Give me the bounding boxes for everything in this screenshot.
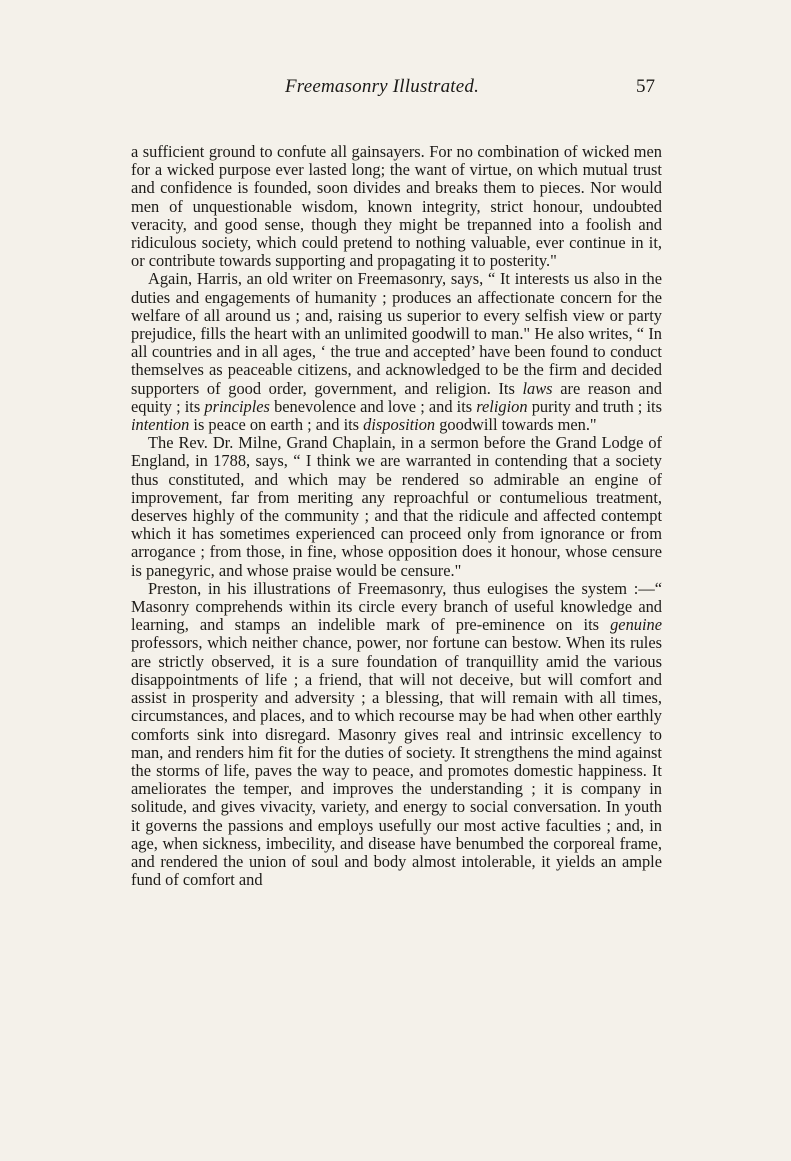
body-text (131, 143, 662, 889)
paragraph-2-text-a: Again, Harris, an old writer on Freemasonry, says, “ It interests us also in the duties and engagements of humanity ; produces an affectionate concern for the welfare of all around us ; and, raising us superior to every selfish view or party prejudice, fills the heart with an unlimited goodwill to man." He also writes, “ In all countries and in all ages, ‘ the true and accepted’ have been found to conduct themselves as peaceable citizens, and acknowledged to be the firm and decided supporters of good order, government, and religion. Its (131, 269, 662, 398)
paragraph-2-text-d: purity and truth ; its (531, 396, 662, 416)
paragraph-4 (131, 580, 662, 889)
paragraph-3: The Rev. Dr. Milne, Grand Chaplain, in a sermon before the Grand Lodge of England, in 1788, says, “ I think we are warranted in contending that a society thus constituted, and which may be rendered so admirable an engine of improvement, far from meriting any reproachful or contumelious treatment, deserves highly of the community ; and that the ridicule and affected contempt which it has sometimes experienced can proceed only from ignorance or from arrogance ; from those, in fine, whose opposition does it honour, whose censure is panegyric, and whose praise would be censure." (131, 433, 662, 580)
emphasis-principles: principles (204, 396, 270, 416)
paragraph-2-text-f: goodwill towards men." (439, 415, 597, 435)
emphasis-disposition: disposition (363, 415, 436, 435)
paragraph-2-text-c: benevolence and love ; and its (274, 396, 473, 416)
paragraph-2-text-e: is peace on earth ; and its (193, 415, 360, 435)
paragraph-4-text-a: Preston, in his illustrations of Freemasonry, thus eulogises the system :—“ Masonry comprehends within its circle every branch of useful knowledge and learning, and stamps an indelible mark of pre-eminence on its (131, 578, 662, 635)
running-title: Freemasonry Illustrated. (285, 76, 480, 97)
paragraph-2 (131, 270, 662, 434)
page-number: 57 (636, 76, 655, 97)
paragraph-4-text-b: professors, which neither chance, power, nor fortune can bestow. When its rules are strictly observed, it is a sure foundation of tranquillity amid the various disappointments of life ; a friend, that will not deceive, but will comfort and assist in prosperity and adversity ; a blessing, that will remain with all times, circumstances, and places, and to which recourse may be had when other earthly comforts sink into disregard. Masonry gives real and intrinsic excellency to man, and renders him fit for the duties of society. It strengthens the mind against the storms of life, paves the way to peace, and promotes domestic happiness. It ameliorates the temper, and improves the understanding ; it is company in solitude, and gives vivacity, variety, and energy to social conversation. In youth it governs the passions and employs usefully our most active faculties ; and, in age, when sickness, imbecility, and disease have benumbed the corporeal frame, and rendered the union of soul and body almost intolerable, it yields an ample fund of comfort and (131, 633, 662, 890)
emphasis-laws: laws (522, 378, 553, 398)
page-header (135, 76, 655, 102)
paragraph-1: a sufficient ground to confute all gainsayers. For no combination of wicked men for a wicked purpose ever lasted long; the want of virtue, on which mutual trust and confidence is founded, soon divides and breaks them to pieces. Nor would men of unquestionable wisdom, known integrity, strict honour, undoubted veracity, and good sense, though they might be trepanned into a foolish and ridiculous society, which could pretend to nothing valuable, ever continue in it, or contribute towards supporting and propagating it to posterity." (131, 142, 662, 271)
paragraph-2-text-b: are reason and equity ; its (131, 378, 662, 416)
emphasis-genuine: genuine (610, 615, 662, 635)
emphasis-religion: religion (476, 396, 528, 416)
emphasis-intention: intention (131, 415, 190, 435)
